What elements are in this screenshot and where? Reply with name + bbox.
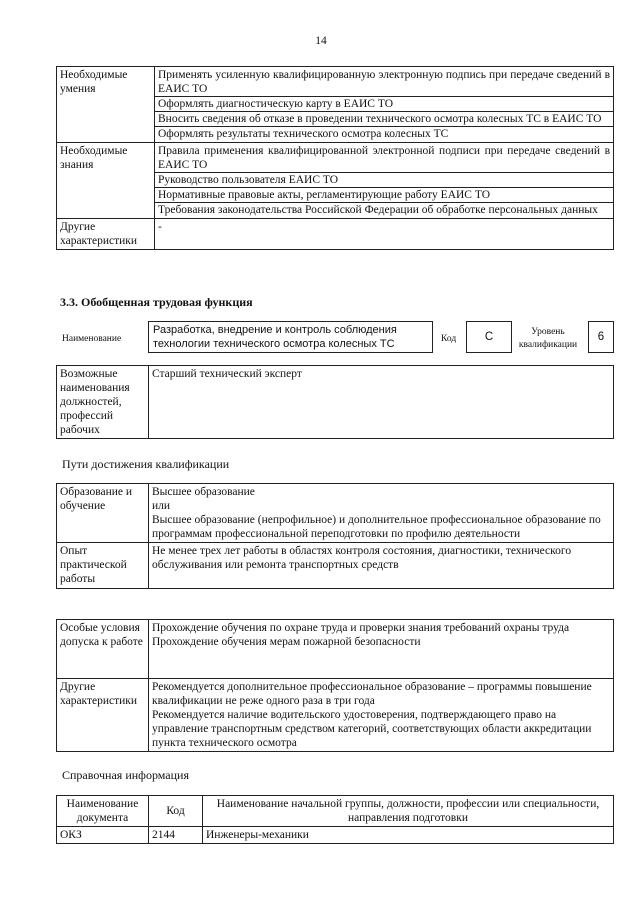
row-values <box>149 679 614 752</box>
text-line: Прохождение обучения по охране труда и проверки знания требований охраны труда <box>152 622 570 634</box>
paths-title: Пути достижения квалификации <box>62 457 230 471</box>
list-item: Оформлять диагностическую карту в ЕАИС ТО <box>155 96 613 111</box>
list-item: Руководство пользователя ЕАИС ТО <box>155 172 613 187</box>
section-title: 3.3. Обобщенная трудовая функция <box>60 295 253 309</box>
code-value-box <box>466 321 512 353</box>
conditions-table <box>56 619 614 752</box>
row-values <box>155 143 614 219</box>
skills-knowledge-table <box>56 66 614 250</box>
row-label: Другие характеристики <box>57 219 155 250</box>
positions-table <box>56 365 614 439</box>
table-row <box>57 366 614 439</box>
column-header: Код <box>149 796 203 827</box>
row-values <box>149 620 614 679</box>
list-item: Вносить сведения об отказе в проведении технического осмотра колесных ТС в ЕАИС ТО <box>155 111 613 126</box>
row-label: Необходимые знания <box>57 143 155 219</box>
row-values: Не менее трех лет работы в областях контроля состояния, диагностики, технического обслуживания или ремонта транспортных средств <box>149 543 614 589</box>
row-label: Образование и обучение <box>57 484 149 543</box>
table-row <box>57 67 614 143</box>
reference-table <box>56 795 614 844</box>
column-header: Наименование начальной группы, должности, профессии или специальности, направления подготовки <box>203 796 614 827</box>
table-cell: ОКЗ <box>57 827 149 844</box>
level-value: 6 <box>597 331 605 343</box>
row-values: - <box>155 219 614 250</box>
table-cell: Инженеры-механики <box>203 827 614 844</box>
level-label: Уровень квалификации <box>518 327 578 350</box>
name-value: Разработка, внедрение и контроль соблюдения технологии технического осмотра колесных ТС <box>153 324 397 350</box>
table-row <box>57 679 614 752</box>
text-line: Высшее образование <box>152 486 255 498</box>
table-row <box>57 620 614 679</box>
code-label: Код <box>441 334 457 344</box>
row-values <box>149 484 614 543</box>
row-label: Опыт практической работы <box>57 543 149 589</box>
table-row <box>57 827 614 844</box>
table-row <box>57 219 614 250</box>
page-number: 14 <box>315 35 327 47</box>
table-cell: 2144 <box>149 827 203 844</box>
list-item: Правила применения квалифицированной электронной подписи при передаче сведений в ЕАИС ТО <box>158 145 610 171</box>
list-item: Применять усиленную квалифицированную электронную подпись при передаче сведений в ЕАИС ТО <box>158 69 610 95</box>
code-value: C <box>484 331 494 343</box>
row-label: Другие характеристики <box>57 679 149 752</box>
text-line: Рекомендуется наличие водительского удостоверения, подтверждающего право на управление транспортным средством категорий, соответствующих области аккредитации пункта технического осмотра <box>152 709 592 749</box>
column-header: Наименование документа <box>57 796 149 827</box>
education-table <box>56 483 614 589</box>
list-item: Нормативные правовые акты, регламентирующие работу ЕАИС ТО <box>155 187 613 202</box>
name-label: Наименование <box>62 334 122 344</box>
text-line: Высшее образование (непрофильное) и дополнительное профессиональное образование по программам профессиональной переподготовки по профилю деятельности <box>152 514 601 540</box>
text-line: Рекомендуется дополнительное профессиональное образование – программы повышение квалификации не реже одного раза в три года <box>152 681 592 707</box>
level-value-box <box>588 321 614 353</box>
list-item: Требования законодательства Российской Федерации об обработке персональных данных <box>155 202 613 217</box>
row-values <box>155 67 614 143</box>
table-row <box>57 543 614 589</box>
row-label: Особые условия допуска к работе <box>57 620 149 679</box>
row-label: Возможные наименования должностей, профессий рабочих <box>57 366 149 439</box>
table-header-row <box>57 796 614 827</box>
text-line: или <box>152 500 171 512</box>
table-row <box>57 484 614 543</box>
table-row <box>57 143 614 219</box>
row-values: Старший технический эксперт <box>149 366 614 439</box>
reference-title: Справочная информация <box>62 768 189 782</box>
list-item: Оформлять результаты технического осмотра колесных ТС <box>155 126 613 141</box>
name-value-box <box>148 321 433 353</box>
row-label: Необходимые умения <box>57 67 155 143</box>
text-line: Прохождение обучения мерам пожарной безопасности <box>152 636 421 648</box>
